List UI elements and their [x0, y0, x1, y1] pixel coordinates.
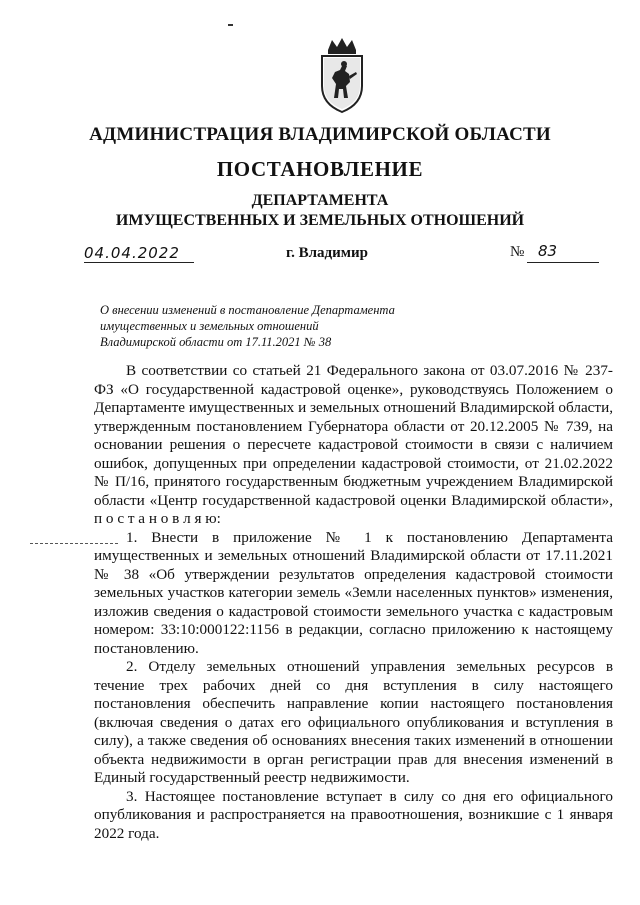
organization-title: АДМИНИСТРАЦИЯ ВЛАДИМИРСКОЙ ОБЛАСТИ [89, 124, 551, 145]
department-heading [0, 191, 640, 231]
subject-line-3: Владимирской области от 17.11.2021 № 38 [100, 335, 332, 349]
department-line-1: ДЕПАРТАМЕНТА [251, 192, 389, 209]
item-1-paragraph: 1. Внести в приложение № 1 к постановлению Департамента имущественных и земельных отношений Владимирской области от 17.11.2021 № 38 «Об утверждении результатов определения кадастровой стоимости земельных участков категории земель «Земли населенных пунктов» изменения, изложив сведения о кадастровой стоимости земельного участка с кадастровым номером: 33:10:000122:1156 в редакции, согласно приложению к настоящему постановлению. [94, 528, 613, 657]
document-city: г. Владимир [286, 245, 368, 261]
document-number: 83 [538, 242, 558, 260]
item-2-paragraph: 2. Отделу земельных отношений управления земельных ресурсов в течение трех рабочих дней со дня вступления в силу настоящего постановления обеспечить направление копии настоящего постановления (включая сведения о датах его официального опубликования и вступления в силу), а также сведения об основаниях внесения таких изменений в отношении объекта недвижимости в орган регистрации прав для внесения изменений в Единый государственный реестр недвижимости. [94, 658, 613, 786]
preamble-text: В соответствии со статьей 21 Федерального закона от 03.07.2016 № 237-ФЗ «О государственной кадастровой оценке», руководствуясь Положением о Департаменте имущественных и земельных отношений Владимирской области, утвержденным постановлением Губернатора области от 20.12.2005 № 739, на основании решения о пересчете кадастровой стоимости в связи с наличием ошибок, допущенных при определении кадастровой стоимости, от 21.02.2022 № П/16, принятого государственным бюджетным учреждением Владимирской области «Центр государственной кадастровой оценки Владимирской области», [94, 362, 613, 509]
document-subject [100, 302, 420, 350]
scan-artifact [228, 24, 233, 26]
preamble-paragraph [94, 362, 613, 529]
subject-line-2: имущественных и земельных отношений [100, 319, 319, 333]
department-line-2: ИМУЩЕСТВЕННЫХ И ЗЕМЕЛЬНЫХ ОТНОШЕНИЙ [115, 212, 525, 229]
coat-of-arms-icon [316, 36, 368, 114]
item-3-paragraph: 3. Настоящее постановление вступает в силу со дня его официального опубликования и распространяется на правоотношения, возникшие с 1 января 2022 года. [94, 787, 613, 842]
document-type-title: ПОСТАНОВЛЕНИЕ [216, 157, 424, 181]
number-label: № [510, 244, 525, 260]
document-date: 04.04.2022 [84, 244, 180, 262]
resolution-keyword: п о с т а н о в л я ю: [94, 510, 221, 527]
number-underline [527, 262, 599, 263]
document-body [94, 362, 613, 843]
subject-line-1: О внесении изменений в постановление Департамента [100, 303, 395, 317]
date-underline [84, 262, 194, 263]
